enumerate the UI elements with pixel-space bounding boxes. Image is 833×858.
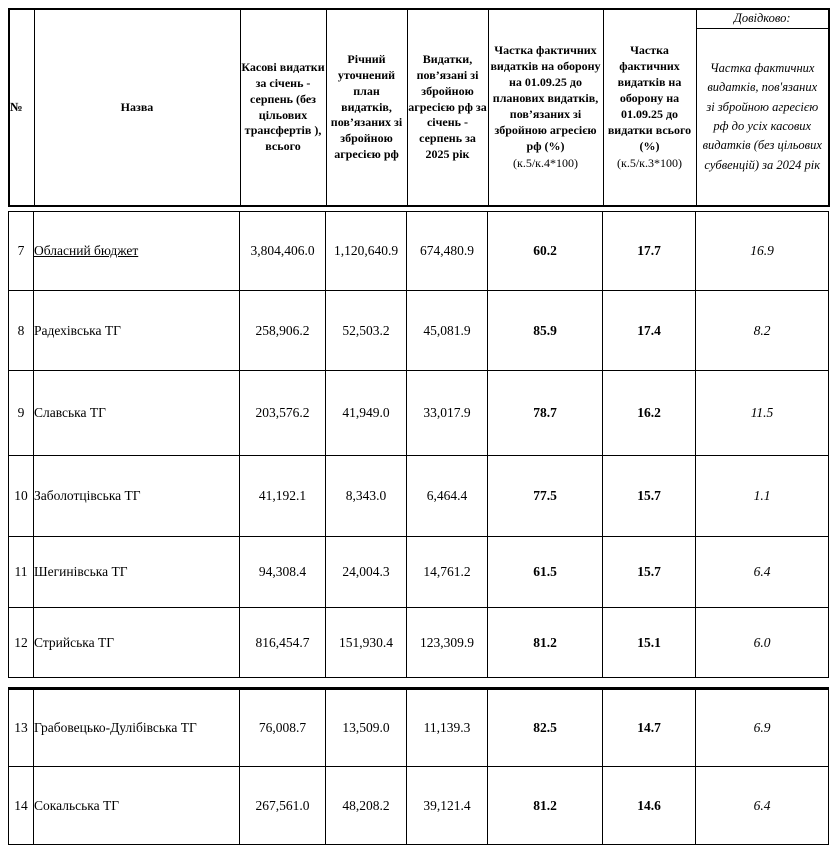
cell-cash-expenses: 203,576.2 bbox=[240, 371, 326, 456]
cell-annual-plan: 24,004.3 bbox=[326, 537, 407, 608]
col-header-pct-of-total bbox=[603, 9, 696, 206]
col-header-plan: Річний уточнений план видатків, пов’язаних зі збройною агресією рф bbox=[326, 9, 407, 206]
col-header-reference bbox=[696, 9, 829, 206]
cell-row-number: 7 bbox=[9, 212, 34, 291]
table-row-12 bbox=[9, 608, 829, 678]
cell-ref-2024: 1.1 bbox=[696, 456, 829, 537]
cell-annual-plan: 48,208.2 bbox=[326, 767, 407, 845]
cell-name: Славська ТГ bbox=[34, 371, 240, 456]
table-row-9 bbox=[9, 371, 829, 456]
cell-pct-of-total: 15.1 bbox=[603, 608, 696, 678]
cell-name: Обласний бюджет bbox=[34, 212, 240, 291]
cell-war-expenses: 123,309.9 bbox=[407, 608, 488, 678]
cell-name: Грабовецько-Дулібівська ТГ bbox=[34, 689, 240, 767]
pct-of-total-formula: (к.5/к.3*100) bbox=[617, 155, 682, 170]
table-row-10 bbox=[9, 456, 829, 537]
cell-row-number: 8 bbox=[9, 291, 34, 371]
cell-war-expenses: 674,480.9 bbox=[407, 212, 488, 291]
reference-description: Частка фактичних видатків, пов'язаних зі збройною агресією рф до усіх касових видатків (без цільових субвенцій) за 2024 рік bbox=[702, 60, 822, 172]
table-row-8 bbox=[9, 291, 829, 371]
col-header-name: Назва bbox=[34, 9, 240, 206]
cell-pct-of-total: 14.6 bbox=[603, 767, 696, 845]
cell-pct-of-plan: 82.5 bbox=[488, 689, 603, 767]
pct-of-plan-label: Частка фактичних видатків на оборону на 01.09.25 до планових видатків, пов’язаних зі збройною агресією рф (%) bbox=[490, 43, 601, 153]
cell-row-number: 10 bbox=[9, 456, 34, 537]
cell-annual-plan: 151,930.4 bbox=[326, 608, 407, 678]
cell-pct-of-total: 14.7 bbox=[603, 689, 696, 767]
cell-ref-2024: 6.4 bbox=[696, 537, 829, 608]
cell-war-expenses: 14,761.2 bbox=[407, 537, 488, 608]
cell-name: Стрийська ТГ bbox=[34, 608, 240, 678]
cell-war-expenses: 45,081.9 bbox=[407, 291, 488, 371]
cell-row-number: 14 bbox=[9, 767, 34, 845]
col-header-cash: Касові видатки за січень - серпень (без цільових трансфертів ), всього bbox=[240, 9, 326, 206]
budget-table-header bbox=[8, 8, 830, 207]
budget-table-rows-7-12 bbox=[8, 211, 829, 678]
cell-pct-of-plan: 60.2 bbox=[488, 212, 603, 291]
cell-name: Шегинівська ТГ bbox=[34, 537, 240, 608]
cell-annual-plan: 13,509.0 bbox=[326, 689, 407, 767]
cell-row-number: 11 bbox=[9, 537, 34, 608]
cell-annual-plan: 1,120,640.9 bbox=[326, 212, 407, 291]
cell-pct-of-plan: 81.2 bbox=[488, 767, 603, 845]
reference-title: Довідково: bbox=[697, 10, 829, 29]
cell-cash-expenses: 76,008.7 bbox=[240, 689, 326, 767]
cell-name: Заболотцівська ТГ bbox=[34, 456, 240, 537]
cell-ref-2024: 6.9 bbox=[696, 689, 829, 767]
cell-pct-of-plan: 85.9 bbox=[488, 291, 603, 371]
cell-annual-plan: 41,949.0 bbox=[326, 371, 407, 456]
cell-pct-of-total: 16.2 bbox=[603, 371, 696, 456]
table-row-13 bbox=[9, 689, 829, 767]
cell-war-expenses: 6,464.4 bbox=[407, 456, 488, 537]
cell-cash-expenses: 41,192.1 bbox=[240, 456, 326, 537]
col-header-war-expenses: Видатки, пов’язані зі збройною агресією рф за січень - серпень за 2025 рік bbox=[407, 9, 488, 206]
cell-ref-2024: 6.4 bbox=[696, 767, 829, 845]
cell-pct-of-total: 15.7 bbox=[603, 456, 696, 537]
cell-annual-plan: 52,503.2 bbox=[326, 291, 407, 371]
cell-cash-expenses: 258,906.2 bbox=[240, 291, 326, 371]
cell-pct-of-total: 17.7 bbox=[603, 212, 696, 291]
cell-pct-of-plan: 78.7 bbox=[488, 371, 603, 456]
col-header-no: № bbox=[9, 9, 34, 206]
cell-cash-expenses: 816,454.7 bbox=[240, 608, 326, 678]
cell-cash-expenses: 3,804,406.0 bbox=[240, 212, 326, 291]
pct-of-total-label: Частка фактичних видатків на оборону на 01.09.25 до видатки всього (%) bbox=[607, 43, 692, 153]
cell-pct-of-total: 15.7 bbox=[603, 537, 696, 608]
cell-ref-2024: 6.0 bbox=[696, 608, 829, 678]
cell-ref-2024: 11.5 bbox=[696, 371, 829, 456]
cell-ref-2024: 8.2 bbox=[696, 291, 829, 371]
budget-table-rows-13-14 bbox=[8, 687, 829, 845]
cell-war-expenses: 33,017.9 bbox=[407, 371, 488, 456]
cell-pct-of-total: 17.4 bbox=[603, 291, 696, 371]
cell-war-expenses: 39,121.4 bbox=[407, 767, 488, 845]
cell-ref-2024: 16.9 bbox=[696, 212, 829, 291]
table-row-7 bbox=[9, 212, 829, 291]
cell-pct-of-plan: 81.2 bbox=[488, 608, 603, 678]
cell-row-number: 13 bbox=[9, 689, 34, 767]
table-row-14 bbox=[9, 767, 829, 845]
cell-name: Радехівська ТГ bbox=[34, 291, 240, 371]
cell-row-number: 9 bbox=[9, 371, 34, 456]
cell-war-expenses: 11,139.3 bbox=[407, 689, 488, 767]
cell-cash-expenses: 267,561.0 bbox=[240, 767, 326, 845]
header-row bbox=[9, 9, 829, 206]
cell-pct-of-plan: 61.5 bbox=[488, 537, 603, 608]
cell-row-number: 12 bbox=[9, 608, 34, 678]
cell-annual-plan: 8,343.0 bbox=[326, 456, 407, 537]
cell-cash-expenses: 94,308.4 bbox=[240, 537, 326, 608]
cell-name: Сокальська ТГ bbox=[34, 767, 240, 845]
col-header-pct-of-plan bbox=[488, 9, 603, 206]
pct-of-plan-formula: (к.5/к.4*100) bbox=[513, 155, 578, 170]
table-row-11 bbox=[9, 537, 829, 608]
cell-pct-of-plan: 77.5 bbox=[488, 456, 603, 537]
